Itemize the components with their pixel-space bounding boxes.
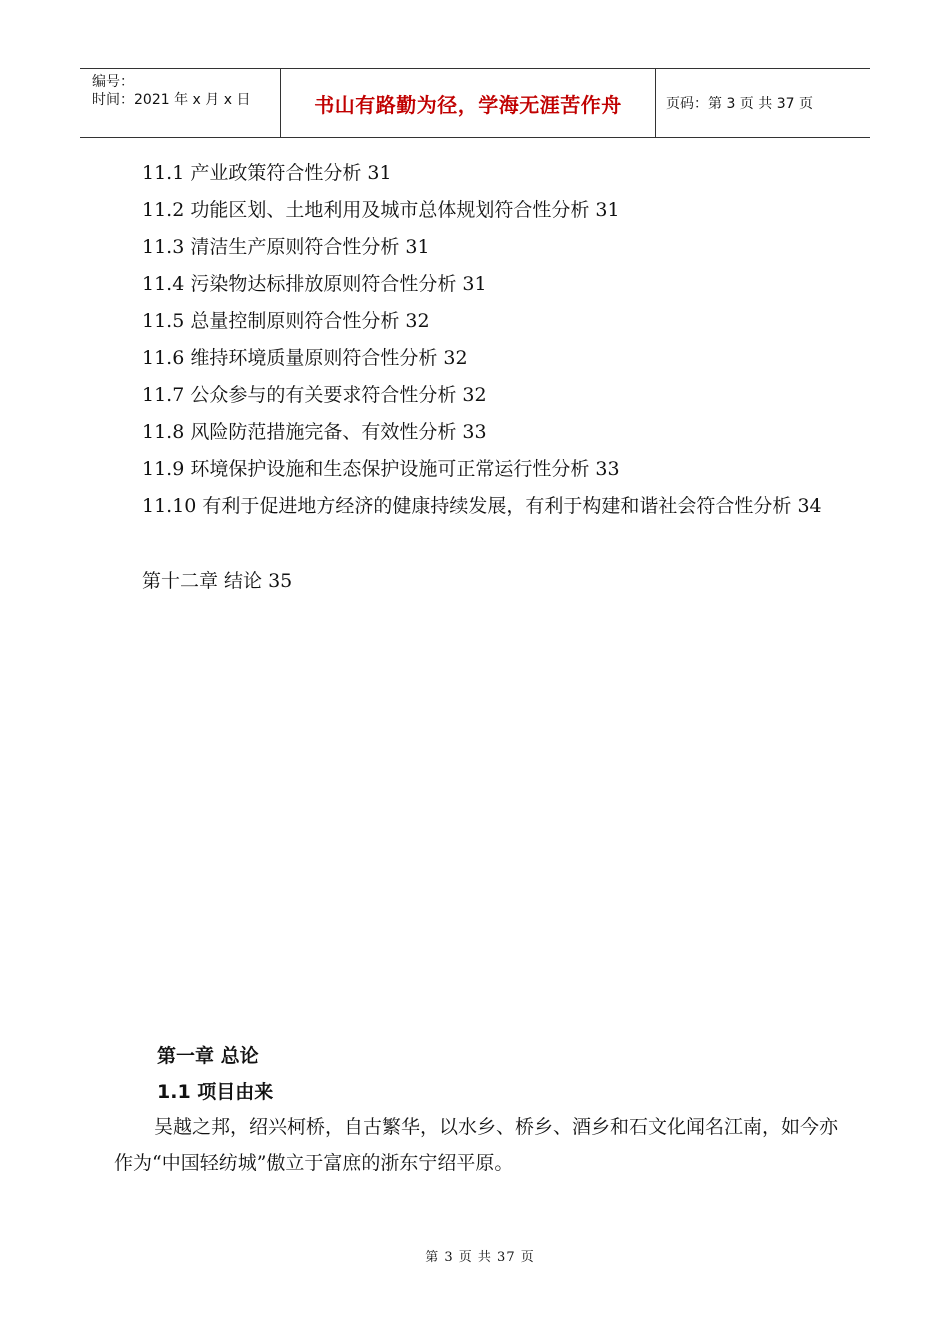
body-paragraph: 吴越之邦，绍兴柯桥，自古繁华，以水乡、桥乡、酒乡和石文化闻名江南，如今亦作为“中国轻纺城”傲立于富庶的浙东宁绍平原。 [114, 1116, 839, 1174]
toc-entry: 11.4 污染物达标排放原则符合性分析 31 [142, 273, 487, 295]
page-header [80, 68, 870, 138]
toc-entry: 11.6 维持环境质量原则符合性分析 32 [142, 347, 468, 369]
code-label: 编号： [92, 74, 134, 90]
page-footer: 第 3 页 共 37 页 [425, 1250, 535, 1265]
section-title: 1.1 项目由来 [157, 1081, 274, 1103]
toc-entry: 11.7 公众参与的有关要求符合性分析 32 [142, 384, 487, 406]
toc-entry: 11.8 风险防范措施完备、有效性分析 33 [142, 421, 487, 443]
toc-entry: 11.2 功能区划、土地利用及城市总体规划符合性分析 31 [142, 199, 620, 221]
toc-entry-wrapped: 11.10 有利于促进地方经济的健康持续发展，有利于构建和谐社会符合性分析 34 [142, 495, 822, 517]
toc-entry: 11.9 环境保护设施和生态保护设施可正常运行性分析 33 [142, 458, 620, 480]
header-motto: 书山有路勤为径，学海无涯苦作舟 [281, 69, 656, 137]
toc-entry: 11.1 产业政策符合性分析 31 [142, 162, 392, 184]
header-meta [80, 69, 281, 137]
toc-entry-chapter-12: 第十二章 结论 35 [142, 570, 293, 592]
chapter-title: 第一章 总论 [157, 1045, 259, 1067]
header-page-label: 页码：第 3 页 共 37 页 [666, 96, 813, 112]
toc-entry: 11.5 总量控制原则符合性分析 32 [142, 310, 430, 332]
time-label: 时间：2021 年 x 月 x 日 [92, 92, 251, 108]
toc-entry: 11.3 清洁生产原则符合性分析 31 [142, 236, 430, 258]
